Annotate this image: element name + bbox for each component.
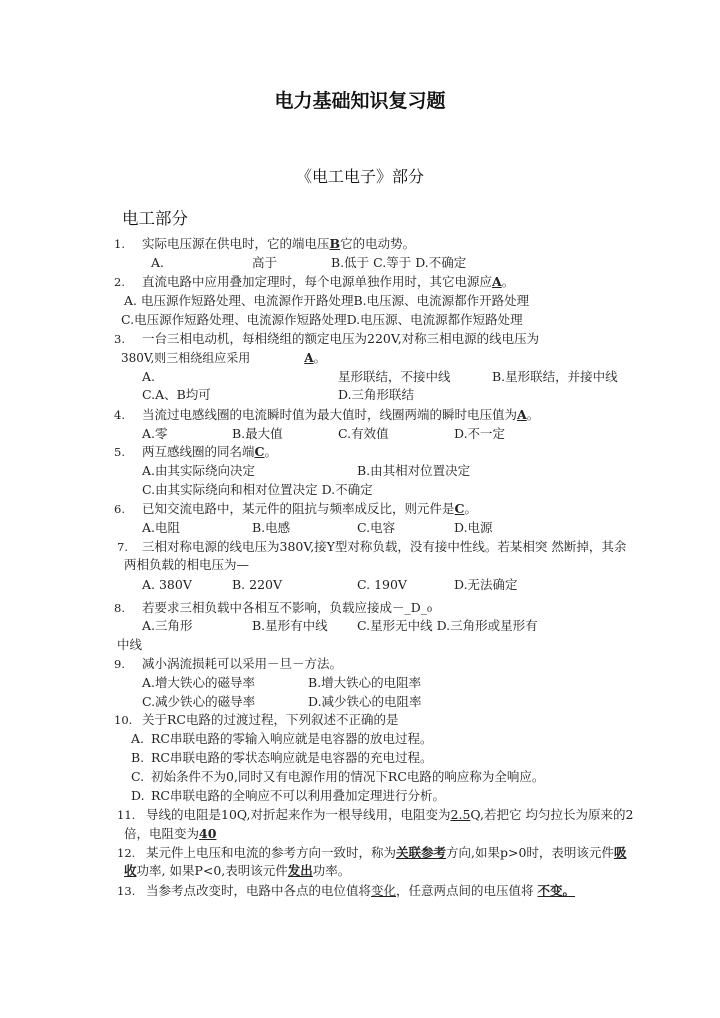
q4-option-b: B.最大值 xyxy=(232,426,283,441)
q6-number: 6. xyxy=(114,502,125,516)
q4-answer: A xyxy=(517,407,527,422)
q3-stem-line2: 380V,则三相绕组应采用 A。 xyxy=(121,351,326,365)
q8-option-b: B.星形有中线 xyxy=(252,618,328,633)
q5-options-cd: C.由其实际绕向和相对位置决定 D.不确定 xyxy=(142,482,373,497)
q7-option-d: D.无法确定 xyxy=(454,577,518,592)
q6-option-c: C.电容 xyxy=(357,520,396,535)
q7-number: 7. xyxy=(117,540,128,554)
q2-stem: 直流电路中应用叠加定理时，每个电源单独作用时，其它电源应A。 xyxy=(142,274,515,289)
q2-answer: A xyxy=(492,274,502,289)
q1-stem: 实际电压源在供电时，它的端电压B它的电动势。 xyxy=(142,236,416,251)
q4-option-d: D.不一定 xyxy=(454,426,506,441)
q13-stem: 当参考点改变时，电路中各点的电位值将变化，任意两点间的电压值将 不变。 xyxy=(146,883,576,898)
q3-stem-line1: 一台三相电动机，每相绕组的额定电压为220V,对称三相电源的线电压为 xyxy=(142,331,540,346)
q4-option-c: C.有效值 xyxy=(338,426,389,441)
q12-answer-2b: 收 xyxy=(124,863,137,878)
q9-option-a: A.增大铁心的磁导率 xyxy=(142,675,256,690)
q12-answer-1: 关联参考 xyxy=(396,845,447,860)
page-subtitle: 《电工电子》部分 xyxy=(295,167,424,186)
q6-option-b: B.电感 xyxy=(252,520,291,535)
q7-option-c: C. 190V xyxy=(357,577,407,592)
q3-option-c: C.A、B均可 xyxy=(142,387,211,402)
q6-answer: C xyxy=(454,501,465,516)
q8-option-a: A.三角形 xyxy=(142,618,193,633)
q12-number: 12. xyxy=(117,846,136,860)
q13-number: 13. xyxy=(117,884,136,898)
q2-number: 2. xyxy=(114,275,125,289)
q8-options-cd: C.星形无中线 D.三角形或星形有 xyxy=(357,618,538,633)
q3-option-b: B.星形联结，并接中线 xyxy=(492,369,618,384)
q11-number: 11. xyxy=(117,808,136,822)
q9-option-b: B.增大铁心的电阻率 xyxy=(308,675,422,690)
q6-option-d: D.电源 xyxy=(454,520,493,535)
section-heading: 电工部分 xyxy=(122,209,188,228)
q6-option-a: A.电阻 xyxy=(142,520,181,535)
q3-option-d: D.三角形联结 xyxy=(338,387,415,402)
q11-stem-line2: 倍，电阻变为40 xyxy=(124,826,217,841)
page-title: 电力基础知识复习题 xyxy=(274,90,446,112)
q3-option-a-text: 星形联结，不接中线 xyxy=(338,369,451,384)
q12-answer-2a: 吸 xyxy=(613,845,627,860)
q12-stem-line1: 某元件上电压和电流的参考方向一致时，称为关联参考方向,如果p>0时，表明该元件吸 xyxy=(146,845,627,860)
q7-option-a: A. 380V xyxy=(142,577,192,592)
q9-option-d: D.减少铁心的电阻率 xyxy=(308,694,422,709)
q5-option-a: A.由其实际绕向决定 xyxy=(142,463,256,478)
q8-number: 8. xyxy=(114,601,125,615)
q1-option-a: A. xyxy=(151,255,165,270)
q2-options-ab: A. 电压源作短路处理、电流源作开路处理B.电压源、电流源都作开路处理 xyxy=(124,293,530,308)
q9-option-c: C.减少铁心的磁导率 xyxy=(142,694,256,709)
q10-option-d-label: D. xyxy=(131,788,145,803)
q3-option-a: A. xyxy=(142,369,156,384)
q11-answer-2: 40 xyxy=(199,826,217,841)
q5-number: 5. xyxy=(114,445,125,459)
q10-option-c-label: C. xyxy=(131,769,145,784)
q10-option-b-label: B. xyxy=(131,750,145,765)
q8-stem: 若要求三相负载中各相互不影响，负载应接成－_D_₀ xyxy=(142,600,433,615)
q8-option-d-continued: 中线 xyxy=(117,637,143,652)
q3-number: 3. xyxy=(114,332,125,346)
q1-options-bcd: B.低于 C.等于 D.不确定 xyxy=(331,255,467,270)
q12-stem-line2: 收功率, 如果P<0,表明该元件发出功率。 xyxy=(124,863,351,878)
q6-stem: 已知交流电路中，某元件的阻抗与频率成反比，则元件是C。 xyxy=(142,501,477,516)
q3-answer: A xyxy=(304,351,314,365)
q4-stem: 当流过电感线圈的电流瞬时值为最大值时，线圈两端的瞬时电压值为A。 xyxy=(142,407,540,422)
q1-number: 1. xyxy=(114,237,125,251)
q10-option-d: RC串联电路的全响应不可以利用叠加定理进行分析。 xyxy=(151,788,445,803)
q10-option-c: 初始条件不为0,同时又有电源作用的情况下RC电路的响应称为全响应。 xyxy=(151,769,545,784)
q10-option-a-label: A. xyxy=(131,731,145,746)
q2-options-cd: C.电压源作短路处理、电流源作短路处理D.电压源、电流源都作短路处理 xyxy=(121,312,523,327)
q10-option-b: RC串联电路的零状态响应就是电容器的充电过程。 xyxy=(151,750,433,765)
q7-stem-line1: 三相对称电源的线电压为380V,接Y型对称负载，没有接中性线。若某相突 然断掉，其余 xyxy=(142,539,627,554)
q4-option-a: A.零 xyxy=(142,426,168,441)
q4-number: 4. xyxy=(114,408,125,422)
q12-answer-3: 发出 xyxy=(287,863,313,878)
q5-option-b: B.由其相对位置决定 xyxy=(357,463,471,478)
q11-stem-line1: 导线的电阻是10Q,对折起来作为一根导线用，电阻变为2.5Q,若把它 均匀拉长为原来的2 xyxy=(146,807,634,822)
q1-option-a-text: 高于 xyxy=(252,255,278,270)
q7-option-b: B. 220V xyxy=(232,577,283,592)
q11-answer-1: 2.5 xyxy=(450,807,471,822)
q5-answer: C xyxy=(254,444,265,459)
q10-option-a: RC串联电路的零输入响应就是电容器的放电过程。 xyxy=(151,731,433,746)
q5-stem: 两互感线圈的同名端C。 xyxy=(142,444,277,459)
q1-answer: B xyxy=(329,236,341,251)
q9-number: 9. xyxy=(114,657,125,671)
q7-stem-line2: 两相负载的相电压为— xyxy=(124,557,250,572)
q9-stem: 减小涡流损耗可以采用－旦－方法。 xyxy=(142,656,343,671)
q13-answer-1: 变化 xyxy=(371,883,397,898)
q10-stem: 关于RC电路的过渡过程，下列叙述不正确的是 xyxy=(142,712,399,727)
q13-answer-2: 不变。 xyxy=(537,883,576,898)
q10-number: 10. xyxy=(114,713,133,727)
